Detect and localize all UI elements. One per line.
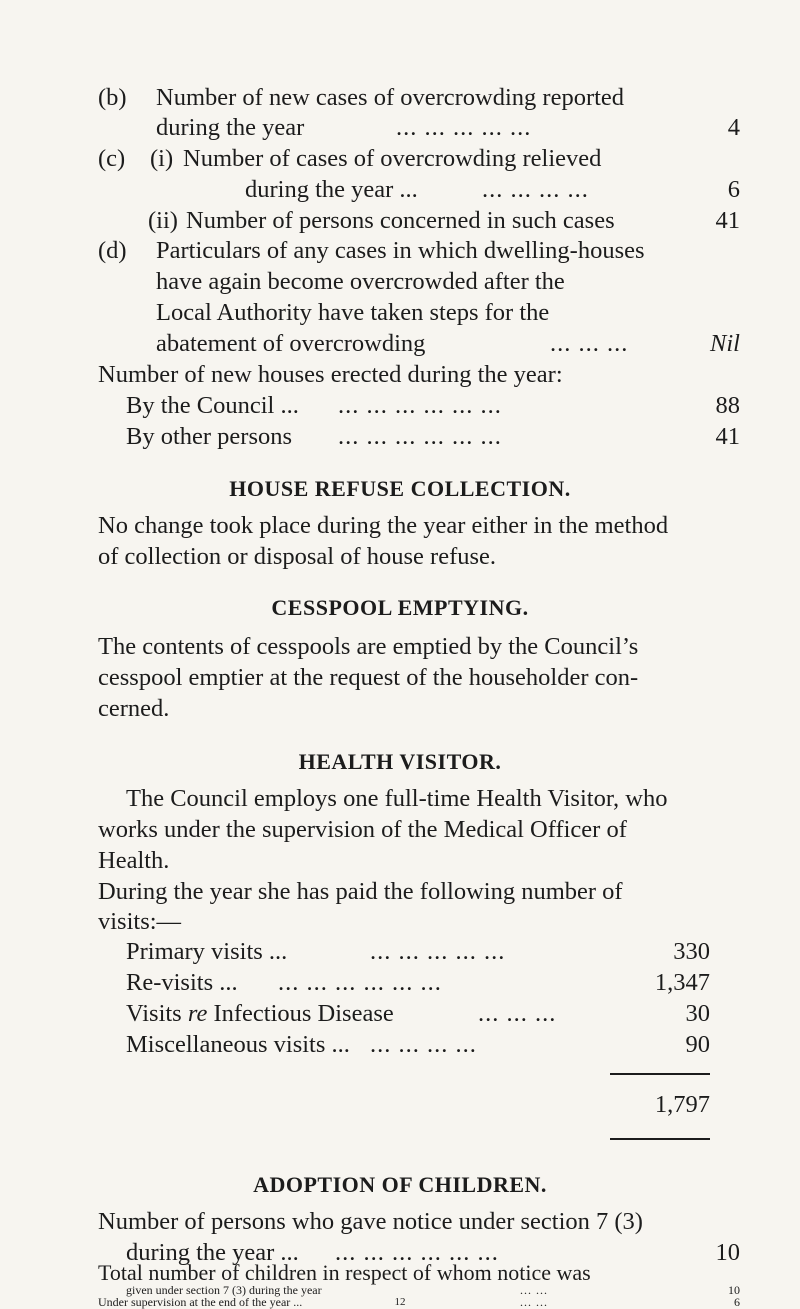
item-b-leader: ... ... ... ... ...: [396, 114, 532, 141]
health-visitor-line5: visits:—: [98, 908, 182, 935]
health-visitor-line4: During the year she has paid the following number of: [98, 878, 623, 905]
health-visitor-line2: works under the supervision of the Medical Officer of: [98, 816, 627, 843]
item-d-text-4: abatement of overcrowding: [156, 330, 426, 357]
visit-value: 30: [685, 1000, 710, 1027]
adoption-line1: Number of persons who gave notice under section 7 (3): [98, 1208, 643, 1235]
item-d-line3: [0, 297, 800, 328]
item-c-line2: [0, 174, 800, 205]
houses-other-value: 41: [715, 423, 740, 450]
visit-leader: ... ... ... ... ... ...: [278, 969, 442, 996]
health-visitor-line1: The Council employs one full-time Health Visitor, who: [126, 785, 668, 812]
health-visitor-heading: HEALTH VISITOR.: [298, 749, 502, 774]
visit-row: [0, 936, 800, 967]
visit-label-part: Infectious Disease: [207, 1000, 394, 1027]
refuse-line2: of collection or disposal of house refuse.: [98, 543, 497, 570]
item-b-line2: [0, 112, 800, 143]
item-d-mark: (d): [98, 237, 127, 264]
visit-value: 90: [685, 1031, 710, 1058]
adoption-line3: Total number of children in respect of whom notice was: [98, 1260, 591, 1285]
item-c-text2: Number of persons concerned in such cases: [186, 207, 615, 234]
item-c-text-cont: during the year ...: [245, 176, 418, 203]
visit-row: [0, 967, 800, 998]
cesspool-line3: cerned.: [98, 695, 170, 722]
visit-label: Re-visits ...: [126, 969, 238, 996]
visit-label: Miscellaneous visits ...: [126, 1031, 350, 1058]
adoption-leader1: ... ... ... ... ... ...: [335, 1239, 499, 1266]
item-c-line1: [0, 143, 800, 174]
refuse-heading: HOUSE REFUSE COLLECTION.: [229, 476, 571, 501]
visit-value: 1,347: [654, 969, 710, 996]
visit-label: Primary visits ...: [126, 938, 288, 965]
houses-other-label: By other persons: [126, 423, 293, 450]
visit-leader: ... ... ... ... ...: [370, 938, 506, 965]
health-visitor-line3: Health.: [98, 847, 170, 874]
item-d-leader: ... ... ...: [550, 330, 629, 357]
adoption-leader2: ... ...: [520, 1283, 548, 1297]
total-rule-top: [610, 1073, 710, 1075]
houses-title-line: [0, 359, 800, 390]
visit-row: [0, 998, 800, 1029]
cesspool-line2: cesspool emptier at the request of the householder con-: [98, 664, 639, 691]
total-rule-bottom: [610, 1138, 710, 1140]
visits-total-line: [0, 1089, 800, 1120]
visit-label-part: Visits: [126, 1000, 188, 1027]
item-c-sub-i: (i): [150, 145, 174, 172]
item-c-text: Number of cases of overcrowding relieved: [183, 145, 602, 172]
item-c-value2: 41: [715, 207, 740, 234]
item-d-line1: [0, 235, 800, 266]
cesspool-line1: The contents of cesspools are emptied by the Council’s: [98, 633, 639, 660]
page-number: 12: [394, 1296, 406, 1308]
item-b-value: 4: [727, 114, 740, 141]
houses-other-line: [0, 421, 800, 452]
item-b-mark: (b): [98, 84, 127, 111]
visit-row: [0, 1029, 800, 1060]
item-d-text: Particulars of any cases in which dwelling-houses: [156, 237, 645, 264]
item-b-text: Number of new cases of overcrowding reported: [156, 84, 625, 111]
item-c-value: 6: [727, 176, 740, 203]
item-c-sub-ii: (ii): [148, 207, 178, 234]
item-b-text-cont: during the year: [156, 114, 305, 141]
adoption-heading: ADOPTION OF CHILDREN.: [253, 1172, 547, 1197]
visit-label: [126, 998, 394, 1029]
item-d-text-3: Local Authority have taken steps for the: [156, 299, 550, 326]
adoption-value1: 10: [715, 1239, 740, 1266]
adoption-value2: 10: [728, 1283, 740, 1297]
item-d-line2: [0, 266, 800, 297]
houses-council-label: By the Council ...: [126, 392, 299, 419]
item-c-line3: [0, 205, 800, 236]
visit-value: 330: [673, 938, 710, 965]
adoption-leader3: ... ...: [520, 1295, 548, 1309]
visit-leader: ... ... ...: [478, 1000, 557, 1027]
visit-label-re: re: [187, 1000, 208, 1027]
cesspool-heading: CESSPOOL EMPTYING.: [271, 595, 529, 620]
visits-total: 1,797: [654, 1091, 710, 1118]
adoption-value3: 6: [734, 1295, 740, 1309]
refuse-line1: No change took place during the year either in the method: [98, 512, 669, 539]
adoption-line5: Under supervision at the end of the year ...: [98, 1295, 303, 1309]
item-c-mark: (c): [98, 145, 126, 172]
item-d-text-2: have again become overcrowded after the: [156, 268, 565, 295]
houses-title: Number of new houses erected during the year:: [98, 361, 563, 388]
item-d-value: Nil: [710, 330, 740, 357]
houses-other-leader: ... ... ... ... ... ...: [338, 423, 502, 450]
adoption-line2: during the year ...: [126, 1239, 299, 1266]
item-b-line1: [0, 82, 800, 113]
houses-council-leader: ... ... ... ... ... ...: [338, 392, 502, 419]
item-d-line4: [0, 328, 800, 359]
visit-leader: ... ... ... ...: [370, 1031, 477, 1058]
adoption-line4: given under section 7 (3) during the year: [126, 1283, 322, 1297]
item-c-leader: ... ... ... ...: [482, 176, 589, 203]
houses-council-line: [0, 390, 800, 421]
houses-council-value: 88: [715, 392, 740, 419]
